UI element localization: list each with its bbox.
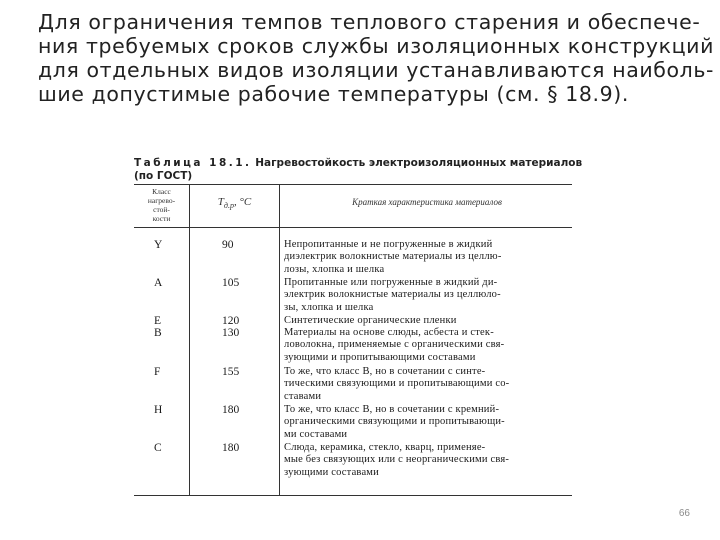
row-desc-line: зующими и пропитывающими составами [284, 351, 476, 363]
header-class [134, 187, 189, 223]
row-desc-line: Непропитанные и не погруженные в жидкий [284, 239, 493, 250]
row-description [284, 315, 574, 327]
header-temp-symbol: T [217, 196, 224, 208]
row-desc-line: лозы, хлопка и шелка [284, 263, 385, 275]
row-desc-line: зующими составами [284, 466, 379, 478]
header-class-line: стой- [153, 205, 170, 214]
row-desc-line: зы, хлопка и шелка [284, 301, 374, 313]
row-desc-line: электрик волокнистые материалы из целлюло- [284, 289, 501, 301]
row-temp: 120 [222, 315, 240, 327]
row-temp: 155 [222, 366, 240, 378]
row-class: H [154, 404, 163, 416]
row-desc-line: То же, что класс B, но в сочетании с синте- [284, 366, 486, 377]
table-caption-label: Таблица 18.1. [134, 157, 252, 169]
table-caption [134, 157, 583, 183]
row-temp: 130 [222, 327, 240, 339]
header-temp-unit: , °С [233, 196, 252, 208]
paragraph-line: ния требуемых сроков службы изоляционных конструкций [38, 34, 715, 58]
table-top-rule [134, 184, 572, 185]
table-bottom-rule [134, 495, 572, 496]
row-desc-line: диэлектрик волокнистые материалы из целлю- [284, 251, 502, 263]
header-description: Краткая характеристика материалов [352, 197, 502, 207]
table-caption-title: Нагревостойкость электроизоляционных материалов [255, 157, 583, 169]
page-number: 66 [678, 508, 690, 519]
row-description [284, 366, 574, 403]
table-header-rule [134, 227, 572, 228]
row-desc-line: Слюда, керамика, стекло, кварц, применяе- [284, 442, 486, 453]
row-desc-line: тическими связующими и пропитывающими со- [284, 378, 510, 390]
row-class: F [154, 366, 161, 378]
row-class: C [154, 442, 162, 454]
header-class-line: Класс [152, 187, 171, 196]
row-temp: 90 [222, 239, 234, 251]
header-class-line: кости [152, 214, 171, 223]
table-column-divider [279, 185, 280, 495]
paragraph-line: Для ограничения темпов теплового старения и обеспече- [38, 10, 701, 34]
header-class-line: нагрево- [147, 196, 176, 205]
row-description [284, 277, 574, 314]
row-temp: 180 [222, 404, 240, 416]
row-desc-line: Пропитанные или погруженные в жидкий ди- [284, 277, 498, 288]
table-caption-source: (по ГОСТ) [134, 170, 193, 182]
row-desc-line: мые без связующих или с неорганическими свя- [284, 454, 510, 466]
row-desc-line: То же, что класс B, но в сочетании с кремний- [284, 404, 500, 415]
row-desc-line: органическими связующими и пропитывающи- [284, 416, 505, 428]
row-desc-line: Синтетические органические пленки [284, 315, 457, 326]
header-temperature [192, 196, 277, 210]
row-class: Y [154, 239, 163, 251]
row-class: E [154, 315, 162, 327]
paragraph-line: для отдельных видов изоляции устанавливаются наиболь- [38, 58, 715, 82]
paragraph-line: шие допустимые рабочие температуры (см. § 18.9). [38, 82, 629, 106]
row-class: B [154, 327, 162, 339]
row-description [284, 404, 574, 441]
row-desc-line: ми составами [284, 428, 348, 440]
row-class: A [154, 277, 163, 289]
row-desc-line: Материалы на основе слюды, асбеста и стек- [284, 327, 494, 338]
row-desc-line: ловолокна, применяемые с органическими свя- [284, 339, 505, 351]
row-description [284, 327, 574, 364]
row-temp: 105 [222, 277, 240, 289]
intro-paragraph [38, 10, 715, 106]
row-temp: 180 [222, 442, 240, 454]
row-desc-line: ставами [284, 390, 322, 402]
row-description [284, 239, 574, 276]
table-column-divider [189, 185, 190, 495]
header-temp-subscript: д.р [223, 201, 234, 211]
row-description [284, 442, 574, 479]
